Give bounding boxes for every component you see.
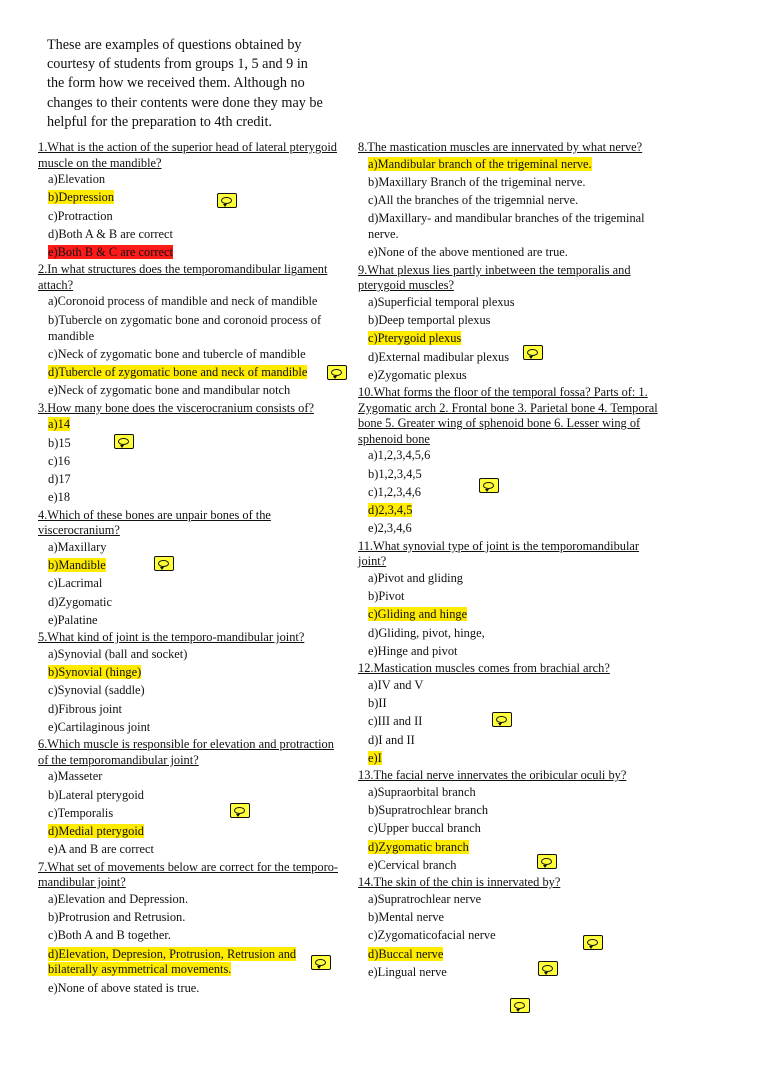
answer-option [48, 539, 338, 557]
answer-option [368, 857, 658, 875]
answer-label: c)Temporalis [48, 805, 114, 820]
question-text [38, 630, 338, 646]
answer-option [48, 489, 338, 507]
answer-option [368, 520, 658, 538]
answer-label: b)15 [48, 435, 71, 450]
question-label: 2.In what structures does the temporomandibular ligament attach? [38, 262, 328, 292]
right-column [358, 140, 658, 982]
highlighted-answer: d)Zygomatic branch [368, 839, 469, 854]
answer-label: b)Tubercle on zygomatic bone and coronoid process of mandible [48, 312, 322, 343]
answer-option [368, 349, 658, 367]
answer-label: e)2,3,4,6 [368, 521, 412, 536]
answer-label: b)Mental nerve [368, 910, 445, 924]
answer-option [48, 171, 338, 189]
answer-option [368, 502, 658, 520]
answer-label: c)Neck of zygomatic bone and tubercle of mandible [48, 346, 306, 361]
answer-label: e)A and B are correct [48, 842, 154, 857]
answer-label: d)17 [48, 472, 71, 487]
highlighted-answer: e)Both B & C are correct [48, 245, 173, 260]
comment-note-icon[interactable] [114, 434, 134, 449]
answer-label: b)II [368, 696, 387, 711]
answer-option [48, 594, 338, 612]
highlighted-answer: a)Mandibular branch of the trigeminal nerve. [368, 156, 592, 171]
answer-label: c)III and II [368, 714, 423, 729]
answer-label: e)None of above stated is true. [48, 980, 200, 995]
answer-option [368, 294, 658, 312]
answer-option [48, 364, 338, 382]
answer-option [368, 484, 658, 502]
answer-option [48, 891, 338, 909]
comment-note-icon[interactable] [537, 854, 557, 869]
answer-option [48, 471, 338, 489]
answer-option [368, 156, 658, 174]
question-text [358, 768, 658, 784]
answer-label: e)Hinge and pivot [368, 643, 458, 658]
answer-label: b)Deep temportal plexus [368, 313, 491, 328]
comment-note-icon[interactable] [523, 345, 543, 360]
answer-label: c)16 [48, 453, 71, 468]
answer-label: c)Protraction [48, 208, 113, 223]
comment-note-icon[interactable] [492, 712, 512, 727]
answer-option [48, 646, 338, 664]
highlighted-answer: d)2,3,4,5 [368, 503, 413, 518]
answer-label: d)Maxillary- and mandibular branches of the trigeminal nerve. [368, 211, 645, 242]
highlighted-answer: a)14 [48, 417, 71, 432]
answer-option [48, 435, 338, 453]
answer-option [48, 719, 338, 737]
answer-option [368, 588, 658, 606]
answer-option [368, 447, 658, 465]
answer-label: a)Coronoid process of mandible and neck of mandible [48, 294, 318, 309]
highlighted-answer: c)Gliding and hinge [368, 607, 468, 622]
answer-option [48, 946, 338, 980]
highlighted-answer: d)Elevation, Depresion, Protrusion, Retrusion and bilaterally asymmetrical movements. [48, 946, 297, 977]
answer-option [48, 557, 338, 575]
highlighted-answer: d)Tubercle of zygomatic bone and neck of mandible [48, 365, 308, 380]
answer-label: b)Maxillary Branch of the trigeminal nerve. [368, 174, 586, 189]
answer-option [368, 312, 658, 330]
answer-label: e)Zygomatic plexus [368, 367, 467, 382]
answer-option [368, 677, 658, 695]
answer-option [368, 192, 658, 210]
answer-option [368, 695, 658, 713]
answer-label: a)Maxillary [48, 539, 107, 554]
answer-option [368, 367, 658, 385]
answer-option [48, 416, 338, 434]
answer-label: e)Lingual nerve [368, 964, 447, 979]
answer-label: c)Upper buccal branch [368, 821, 481, 836]
answer-label: c)Both A and B together. [48, 928, 171, 943]
question-label: 6.Which muscle is responsible for elevation and protraction of the temporomandibular joint? [38, 737, 334, 767]
answer-option [368, 891, 658, 909]
comment-note-icon[interactable] [217, 193, 237, 208]
answer-option [48, 244, 338, 262]
highlighted-answer: d)Buccal nerve [368, 946, 444, 961]
answer-option [48, 664, 338, 682]
question-label: 3.How many bone does the viscerocranium consists of? [38, 400, 314, 415]
answer-label: d)Zygomatic [48, 594, 112, 609]
answer-option [368, 732, 658, 750]
question-label: 11.What synovial type of joint is the temporomandibular joint? [358, 538, 640, 569]
answer-option [368, 643, 658, 661]
answer-option [368, 625, 658, 643]
answer-option [48, 682, 338, 700]
answer-option [48, 823, 338, 841]
answer-label: c)Synovial (saddle) [48, 683, 145, 698]
question-label: 12.Mastication muscles comes from brachial arch? [358, 661, 610, 676]
answer-option [368, 606, 658, 624]
answer-label: c)All the branches of the trigemnial nerve. [368, 193, 579, 208]
answer-option [48, 208, 338, 226]
answer-label: d)Gliding, pivot, hinge, [368, 625, 485, 640]
answer-option [48, 189, 338, 207]
answer-label: c)Lacrimal [48, 576, 103, 591]
question-text [358, 539, 658, 570]
answer-option [368, 839, 658, 857]
comment-note-icon[interactable] [154, 556, 174, 571]
highlighted-answer: b)Depression [48, 190, 115, 205]
question-text [358, 661, 658, 677]
answer-option [368, 964, 658, 982]
answer-label: b)Supratrochlear branch [368, 803, 489, 818]
answer-option [48, 453, 338, 471]
question-label: 8.The mastication muscles are innervated by what nerve? [358, 140, 643, 154]
answer-label: d)Fibrous joint [48, 701, 123, 716]
answer-option [48, 980, 338, 998]
answer-label: b)Pivot [368, 589, 405, 604]
answer-label: e)None of the above mentioned are true. [368, 245, 568, 260]
answer-label: e)Cervical branch [368, 857, 457, 872]
answer-label: a)Elevation and Depression. [48, 891, 189, 906]
highlighted-answer: b)Synovial (hinge) [48, 665, 142, 680]
question-label: 7.What set of movements below are correct for the temporo-mandibular joint? [38, 859, 339, 890]
question-text [358, 140, 658, 156]
answer-option [368, 330, 658, 348]
answer-option [48, 805, 338, 823]
answer-label: d)I and II [368, 732, 415, 747]
answer-option [48, 575, 338, 593]
question-label: 13.The facial nerve innervates the oribicular oculi by? [358, 768, 627, 783]
question-text [38, 140, 338, 171]
highlighted-answer: e)I [368, 750, 382, 765]
answer-option [368, 174, 658, 192]
question-label: 9.What plexus lies partly inbetween the temporalis and pterygoid muscles? [358, 262, 631, 293]
answer-label: e)Neck of zygomatic bone and mandibular notch [48, 383, 291, 398]
answer-label: a)Masseter [48, 769, 103, 784]
answer-option [48, 768, 338, 786]
answer-option [48, 701, 338, 719]
answer-label: a)1,2,3,4,5,6 [368, 448, 431, 463]
answer-label: e)Cartilaginous joint [48, 719, 151, 734]
answer-label: e)18 [48, 490, 71, 505]
answer-label: a)Supratrochlear nerve [368, 891, 482, 906]
answer-option [368, 927, 658, 945]
answer-option [368, 570, 658, 588]
answer-label: a)Synovial (ball and socket) [48, 646, 188, 661]
question-text [38, 737, 338, 768]
answer-option [368, 802, 658, 820]
question-text [38, 860, 338, 891]
answer-label: a)Supraorbital branch [368, 784, 476, 799]
highlighted-answer: d)Medial pterygoid [48, 824, 145, 839]
answer-label: b)Lateral pterygoid [48, 787, 144, 802]
answer-label: c)Zygomaticofacial nerve [368, 928, 496, 943]
answer-option [48, 612, 338, 630]
answer-label: e)Palatine [48, 612, 98, 627]
answer-option [368, 946, 658, 964]
answer-option [48, 346, 338, 364]
answer-option [48, 226, 338, 244]
comment-note-icon[interactable] [230, 803, 250, 818]
answer-label: a)Superficial temporal plexus [368, 294, 515, 309]
comment-note-icon[interactable] [311, 955, 331, 970]
comment-note-icon[interactable] [479, 478, 499, 493]
left-column [38, 140, 338, 998]
question-label: 10.What forms the floor of the temporal fossa? Parts of: 1. Zygomatic arch 2. Frontal bone 3. Parietal bone 4. Temporal bone 5. Greater wing of sphenoid bone 6. Lesser wing of sphenoid bone [358, 385, 658, 446]
comment-note-icon[interactable] [510, 998, 530, 1013]
answer-label: b)1,2,3,4,5 [368, 466, 422, 481]
answer-option [48, 909, 338, 927]
question-label: 14.The skin of the chin is innervated by? [358, 875, 561, 890]
answer-option [368, 244, 658, 262]
answer-label: d)Both A & B are correct [48, 226, 173, 241]
answer-label: b)Protrusion and Retrusion. [48, 910, 186, 924]
answer-label: a)IV and V [368, 677, 424, 692]
question-label: 4.Which of these bones are unpair bones of the viscerocranium? [38, 507, 271, 538]
answer-option [368, 909, 658, 927]
answer-option [48, 382, 338, 400]
highlighted-answer: c)Pterygoid plexus [368, 331, 462, 346]
answer-option [368, 466, 658, 484]
answer-option [48, 312, 338, 346]
question-label: 5.What kind of joint is the temporo-mandibular joint? [38, 630, 305, 645]
question-text [38, 508, 338, 539]
comment-note-icon[interactable] [538, 961, 558, 976]
answer-option [48, 841, 338, 859]
question-text [358, 263, 658, 294]
answer-option [48, 927, 338, 945]
answer-label: a)Elevation [48, 172, 106, 186]
question-text [358, 385, 658, 447]
answer-label: d)External madibular plexus [368, 349, 510, 364]
answer-option [368, 820, 658, 838]
intro-text: These are examples of questions obtained by courtesy of students from groups 1, 5 and 9 in the form how we received them. Although no changes to their contents were done they may be helpful for the preparation to 4th credit. [47, 37, 323, 130]
answer-option [368, 750, 658, 768]
answer-label: c)1,2,3,4,6 [368, 484, 421, 499]
answer-option [368, 713, 658, 731]
question-text [38, 401, 338, 417]
comment-note-icon[interactable] [583, 935, 603, 950]
question-text [38, 262, 338, 293]
question-label: 1.What is the action of the superior head of lateral pterygoid muscle on the mandible? [38, 140, 337, 170]
comment-note-icon[interactable] [327, 365, 347, 380]
answer-option [368, 210, 658, 244]
answer-label: a)Pivot and gliding [368, 570, 463, 585]
answer-option [368, 784, 658, 802]
answer-option [48, 293, 338, 311]
highlighted-answer: b)Mandible [48, 558, 106, 573]
question-text [358, 875, 658, 891]
answer-option [48, 787, 338, 805]
